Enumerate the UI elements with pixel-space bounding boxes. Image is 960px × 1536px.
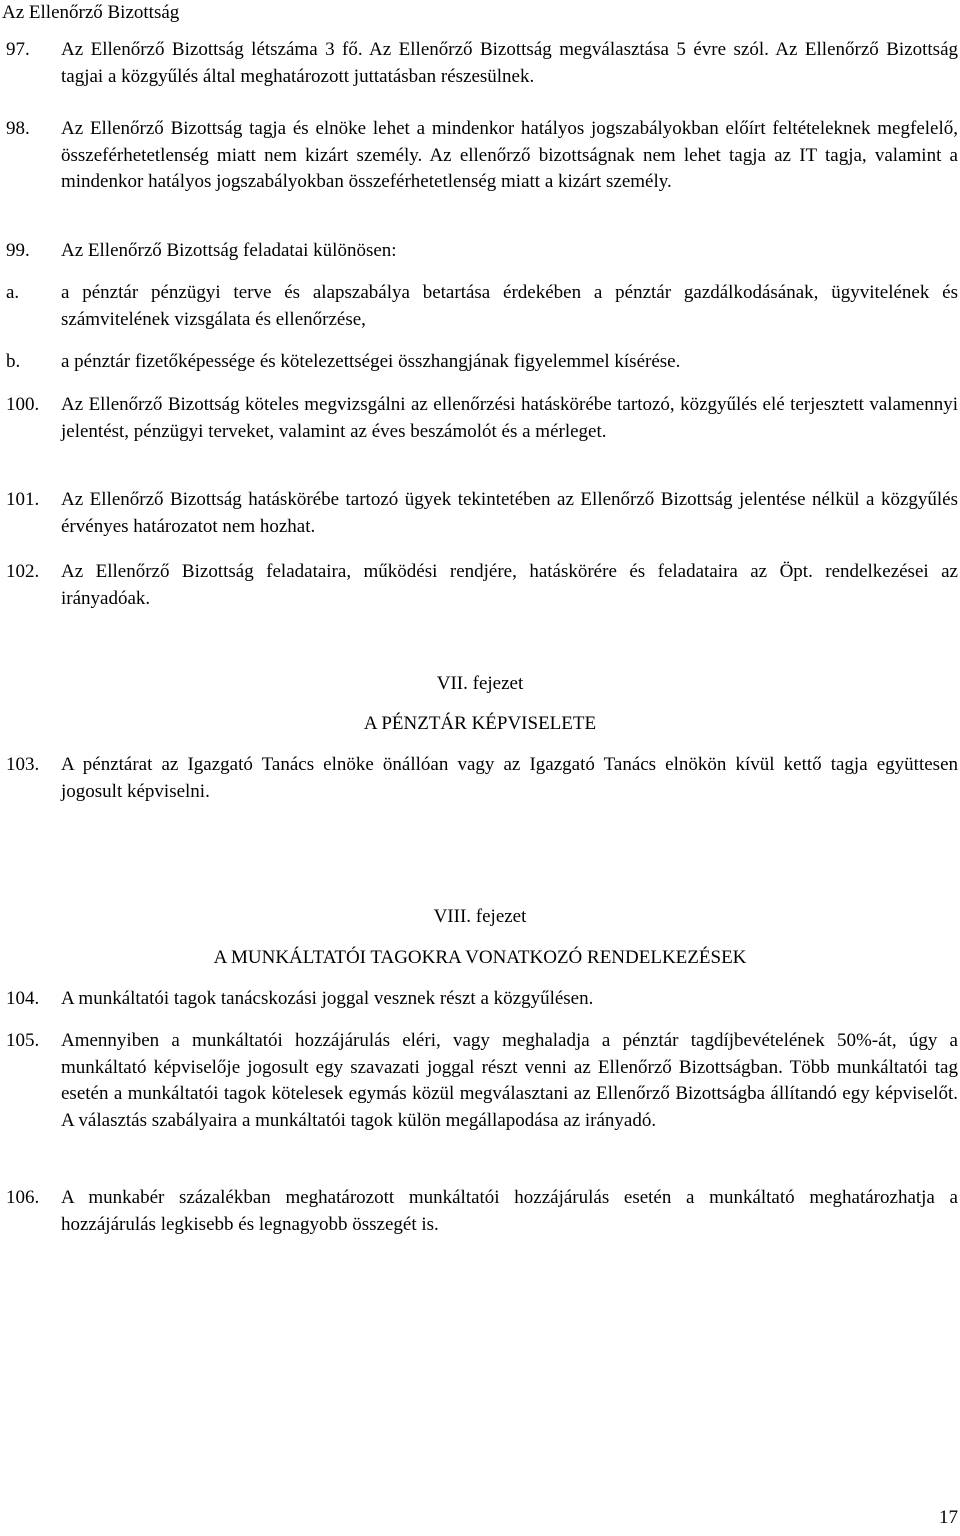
list-item-letter: a. — [6, 282, 20, 303]
paragraph-104 — [6, 986, 958, 1013]
paragraph-100 — [6, 392, 958, 445]
paragraph-102 — [6, 559, 958, 612]
chapter-label: VIII. fejezet — [433, 906, 527, 927]
list-item-a — [6, 280, 958, 333]
chapter-label: VII. fejezet — [436, 673, 524, 694]
paragraph-text: A munkabér százalékban meghatározott munkáltatói hozzájárulás esetén a munkáltató meghatározhatja a hozzájárulás legkisebb és legnagyobb összegét is. — [61, 1187, 958, 1235]
paragraph-number: 100. — [6, 394, 40, 415]
list-item-b — [6, 349, 958, 376]
paragraph-97 — [6, 37, 958, 90]
paragraph-text: A munkáltatói tagok tanácskozási joggal vesznek részt a közgyűlésen. — [61, 988, 594, 1009]
paragraph-number: 105. — [6, 1030, 40, 1051]
list-item-letter: b. — [6, 351, 21, 372]
paragraph-text: Amennyiben a munkáltatói hozzájárulás eléri, vagy meghaladja a pénztár tagdíjbevételének 50%-át, úgy a munkáltató képviselője jogosult egy szavazati joggal részt venni az Ellenőrző Bizottságban. Több munkáltatói tag esetén a munkáltatói tagok kötelesek egymás közül megválasztani az Ellenőrző Bizottságba állítandó egy képviselőt. A választás szabályaira a munkáltatói tagok külön megállapodása az irányadó. — [61, 1030, 958, 1131]
page-number: 17 — [939, 1507, 958, 1528]
chapter-title: A MUNKÁLTATÓI TAGOKRA VONATKOZÓ RENDELKEZÉSEK — [213, 947, 747, 968]
paragraph-number: 104. — [6, 988, 40, 1009]
paragraph-101 — [6, 487, 958, 540]
paragraph-text: Az Ellenőrző Bizottság hatáskörébe tartozó ügyek tekintetében az Ellenőrző Bizottság jelentése nélkül a közgyűlés érvényes határozatot nem hozhat. — [61, 489, 958, 537]
paragraph-text: Az Ellenőrző Bizottság feladataira, működési rendjére, hatáskörére és feladataira az Öpt. rendelkezései az irányadóak. — [61, 561, 958, 609]
list-item-text: a pénztár fizetőképessége és kötelezettségei összhangjának figyelemmel kísérése. — [61, 351, 681, 372]
paragraph-106 — [6, 1185, 958, 1238]
paragraph-text: Az Ellenőrző Bizottság létszáma 3 fő. Az Ellenőrző Bizottság megválasztása 5 évre szól. Az Ellenőrző Bizottság tagjai a közgyűlés által meghatározott juttatásban részesülnek. — [61, 39, 958, 87]
paragraph-number: 102. — [6, 561, 40, 582]
paragraph-105 — [6, 1028, 958, 1134]
paragraph-text: Az Ellenőrző Bizottság köteles megvizsgálni az ellenőrzési hatáskörébe tartozó, közgyűlés elé terjesztett valamennyi jelentést, pénzügyi terveket, valamint az éves beszámolót és a mérleget. — [61, 394, 958, 442]
paragraph-text: Az Ellenőrző Bizottság tagja és elnöke lehet a mindenkor hatályos jogszabályokban előírt feltételeknek megfelelő, összeférhetetlenség miatt nem kizárt személy. Az ellenőrző bizottságnak nem lehet tagja az IT tagja, valamint a mindenkor hatályos jogszabályokban összeférhetetlenség miatt a kizárt személy. — [61, 118, 958, 192]
paragraph-98 — [6, 116, 958, 196]
paragraph-99 — [6, 238, 958, 265]
paragraph-number: 98. — [6, 118, 30, 139]
chapter-title: A PÉNZTÁR KÉPVISELETE — [363, 713, 597, 734]
paragraph-number: 103. — [6, 754, 40, 775]
paragraph-number: 99. — [6, 240, 30, 261]
paragraph-text: Az Ellenőrző Bizottság feladatai különösen: — [61, 240, 397, 261]
paragraph-number: 97. — [6, 39, 30, 60]
section-heading: Az Ellenőrző Bizottság — [2, 2, 180, 23]
paragraph-number: 101. — [6, 489, 40, 510]
paragraph-number: 106. — [6, 1187, 40, 1208]
paragraph-103 — [6, 752, 958, 805]
list-item-text: a pénztár pénzügyi terve és alapszabálya betartása érdekében a pénztár gazdálkodásának, ügyvitelének és számvitelének vizsgálata és ellenőrzése, — [61, 282, 958, 330]
paragraph-text: A pénztárat az Igazgató Tanács elnöke önállóan vagy az Igazgató Tanács elnökön kívül kettő tagja együttesen jogosult képviselni. — [61, 754, 958, 802]
